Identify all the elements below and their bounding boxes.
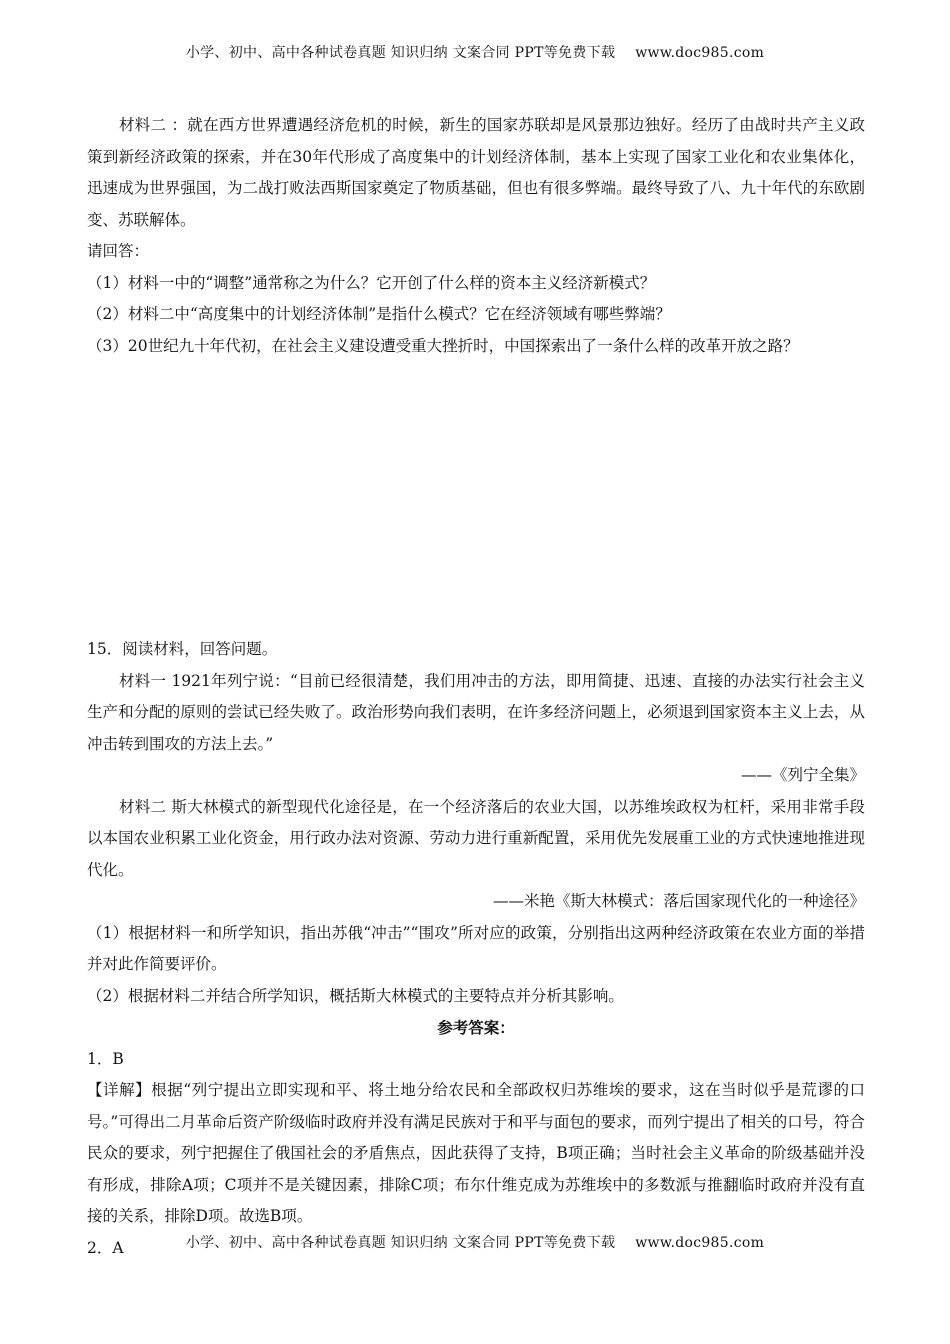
question-2: （2）材料二中“高度集中的计划经济体制”是指什么模式？它在经济领域有哪些弊端？ <box>87 305 671 323</box>
answer-1-detail: 【详解】根据“列宁提出立即实现和平、将土地分给农民和全部政权归苏维埃的要求，这在当时似乎是荒谬的口号。”可得出二月革命后资产阶级临时政府并没有满足民族对于和平与面包的要求，而列宁提出了相关的口号，符合民众的要求，列宁把握住了俄国社会的矛盾焦点，因此获得了支持，B项正确；当时社会主义革命的阶级基础并没有形成，排除A项；C项并不是关键因素，排除C项；布尔什维克成为苏维埃中的多数派与推翻临时政府并没有直接的关系，排除D项。故选B项。 <box>87 1081 865 1225</box>
q15-question-1: （1）根据材料一和所学知识，指出苏俄“冲击”“围攻”所对应的政策，分别指出这两种经济政策在农业方面的举措并对此作简要评价。 <box>87 923 865 973</box>
q15-material-two: 材料二 斯大林模式的新型现代化途径是，在一个经济落后的农业大国，以苏维埃政权为杠杆，采用非常手段以本国农业积累工业化资金，用行政办法对资源、劳动力进行重新配置，采用优先发展重工业的方式快速地推进现代化。 <box>87 797 865 879</box>
footer-text: 小学、初中、高中各种试卷真题 知识归纳 文案合同 PPT等免费下载 <box>185 1235 616 1251</box>
section-question-15 <box>87 634 865 1264</box>
page-header <box>0 42 950 62</box>
q15-question-2: （2）根据材料二并结合所学知识，概括斯大林模式的主要特点并分析其影响。 <box>87 986 624 1005</box>
answer-1-number: 1．B <box>87 1049 124 1068</box>
question-15-title: 15．阅读材料，回答问题。 <box>87 640 278 658</box>
q15-source-one: ——《列宁全集》 <box>740 766 865 784</box>
header-text: 小学、初中、高中各种试卷真题 知识归纳 文案合同 PPT等免费下载 <box>185 45 616 61</box>
question-1: （1）材料一中的“调整”通常称之为什么？它开创了什么样的资本主义经济新模式？ <box>87 273 656 292</box>
q15-material-one: 材料一 1921年列宁说：“目前已经很清楚，我们用冲击的方法，即用简捷、迅速、直接的办法实行社会主义生产和分配的原则的尝试已经失败了。政治形势向我们表明，在许多经济问题上，必须退到国家资本主义上去，从冲击转到围攻的方法上去。” <box>87 671 865 753</box>
answers-heading: 参考答案： <box>437 1018 515 1037</box>
q15-source-two: ——米艳《斯大林模式：落后国家现代化的一种途径》 <box>492 892 865 910</box>
question-3: （3）20世纪九十年代初，在社会主义建设遭受重大挫折时，中国探索出了一条什么样的改革开放之路？ <box>87 336 799 355</box>
section-material-questions <box>87 110 865 362</box>
header-url-link[interactable]: www.doc985.com <box>635 45 765 61</box>
material-two-paragraph: 材料二 ：就在西方世界遭遇经济危机的时候，新生的国家苏联却是风景那边独好。经历了由战时共产主义政策到新经济政策的探索，并在30年代形成了高度集中的计划经济体制，基本上实现了国家工业化和农业集体化，迅速成为世界强国，为二战打败法西斯国家奠定了物质基础，但也有很多弊端。最终导致了八、九十年代的东欧剧变、苏联解体。 <box>87 116 865 229</box>
footer-url-link[interactable]: www.doc985.com <box>635 1235 765 1251</box>
page-footer <box>0 1232 950 1252</box>
answer-2-number: 2．A <box>87 1238 124 1257</box>
answer-prompt: 请回答： <box>87 242 150 260</box>
